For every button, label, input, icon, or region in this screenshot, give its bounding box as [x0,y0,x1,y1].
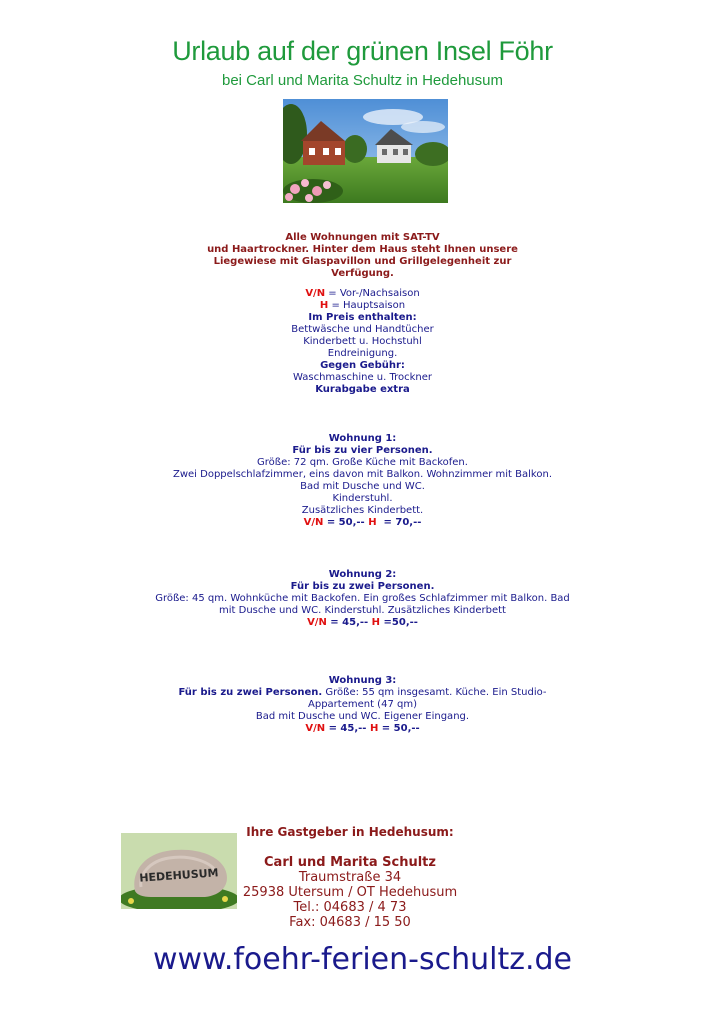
price-h-code: H [369,723,379,734]
apartment-3 [0,675,725,735]
page-subtitle: bei Carl und Marita Schultz in Hedehusum [222,72,503,89]
website-url[interactable]: www.foehr-ferien-schultz.de [152,942,573,977]
price-vn: = 45,-- [326,617,372,628]
intro-line: Alle Wohnungen mit SAT-TV [285,232,440,243]
legend-vn [0,288,725,300]
apartment-title: Wohnung 2: [328,569,397,580]
price-h: =50,-- [380,617,418,628]
kurabgabe-note: Kurabgabe extra [315,384,410,395]
apartment-line: Bad mit Dusche und WC. Eigener Eingang. [255,711,470,722]
stone-engraving: HEDEHUSUM [138,866,219,885]
host-city: 25938 Utersum / OT Hedehusum [242,885,458,900]
apartment-persons: Für bis zu zwei Personen. [178,687,323,698]
h-text: = Hauptsaison [328,300,406,311]
apartment-line: Größe: 72 qm. Große Küche mit Backofen. [257,457,468,468]
apartment-price [0,723,725,735]
apartment-line: Bad mit Dusche und WC. [300,481,425,492]
apartment-2 [0,569,725,629]
price-h: = 70,-- [376,517,422,528]
page-title: Urlaub auf der grünen Insel Föhr [172,36,553,66]
price-vn: = 45,-- [325,723,370,734]
apartment-line: Zwei Doppelschlafzimmer, eins davon mit Balkon. Wohnzimmer mit Balkon. [172,469,552,480]
apartment-line: Zusätzliches Kinderbett. [301,505,424,516]
included-item: Kinderbett u. Hochstuhl [303,336,422,347]
h-code: H [319,300,329,311]
apartment-persons: Für bis zu zwei Personen. [290,581,435,592]
apartment-line: Kinderstuhl. [332,493,393,504]
intro-line: und Haartrockner. Hinter dem Haus steht Ihnen unsere [207,244,518,255]
host-street: Traumstraße 34 [298,870,402,885]
included-item: Bettwäsche und Handtücher [291,324,434,335]
host-name: Carl und Marita Schultz [264,855,436,870]
host-contact [240,855,460,930]
apartment-title: Wohnung 3: [328,675,397,686]
apartment-line: Appartement (47 qm) [308,699,417,710]
apartment-price [0,517,725,529]
apartment-line-rest: Größe: 55 qm insgesamt. Küche. Ein Studio- [322,687,547,698]
price-vn-code: V/N [305,723,326,734]
vn-text: = Vor-/Nachsaison [325,288,420,299]
hedehusum-stone-image [121,833,237,909]
included-item: Endreinigung. [327,348,398,359]
apartment-line: Größe: 45 qm. Wohnküche mit Backofen. Ein großes Schlafzimmer mit Balkon. Bad [155,593,570,604]
price-h: = 50,-- [378,723,420,734]
host-heading: Ihre Gastgeber in Hedehusum: [246,825,454,839]
fee-heading: Gegen Gebühr: [320,360,405,371]
included-heading: Im Preis enthalten: [308,312,417,323]
host-phone: Tel.: 04683 / 4 73 [293,900,407,915]
host-fax: Fax: 04683 / 15 50 [289,915,411,930]
apartment-persons: Für bis zu vier Personen. [292,445,433,456]
apartment-title: Wohnung 1: [328,433,397,444]
intro-line: Liegewiese mit Glaspavillon und Grillgelegenheit zur [213,256,512,267]
apartment-1 [0,433,725,529]
price-info [0,288,725,396]
fee-item: Waschmaschine u. Trockner [292,372,433,383]
apartment-price [0,617,725,629]
price-h-code: H [371,617,381,628]
legend-h [0,300,725,312]
price-h-code: H [368,517,377,528]
vn-code: V/N [305,288,326,299]
price-vn-code: V/N [307,617,327,628]
apartment-line [0,687,725,699]
house-photo [283,99,448,203]
price-vn: = 50,-- [323,517,369,528]
intro-text [0,232,725,280]
intro-line: Verfügung. [331,268,394,279]
apartment-line: mit Dusche und WC. Kinderstuhl. Zusätzliches Kinderbett [219,605,506,616]
price-vn-code: V/N [303,517,324,528]
